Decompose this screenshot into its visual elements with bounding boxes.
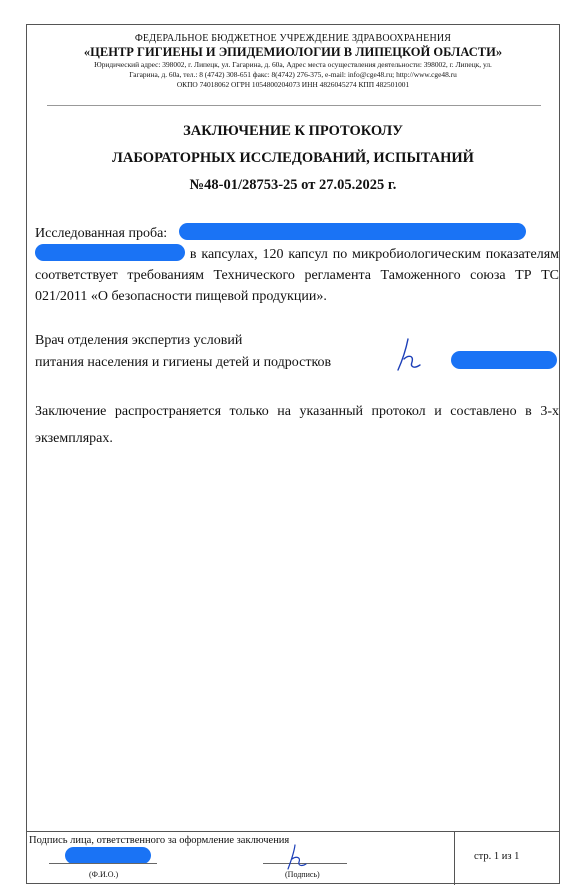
redacted-sample-name — [179, 223, 526, 240]
sample-paragraph — [35, 223, 559, 307]
doctor-signature — [392, 337, 424, 373]
footer-divider — [27, 831, 559, 832]
address-line-2: Гагарина, д. 60а, тел.: 8 (4742) 308-651 факс: 8(4742) 276-375, e-mail: info@cge48.ru; http://www.cge48.ru — [129, 70, 457, 79]
fio-caption: (Ф.И.О.) — [89, 870, 119, 879]
responsible-signature — [283, 843, 309, 871]
redacted-sample-name-continued — [35, 244, 185, 261]
sample-description: в капсулах, 120 капсул по микробиологическим показателям соответствует требованиям Технического регламента Таможенного союза ТР ТС 021/2011 «О безопасности пищевой продукции». — [35, 247, 559, 304]
document-title-line-2: ЛАБОРАТОРНЫХ ИССЛЕДОВАНИЙ, ИСПЫТАНИЙ — [112, 150, 474, 166]
address-line-3: ОКПО 74018062 ОГРН 1054800204073 ИНН 4826045274 КПП 482501001 — [176, 80, 410, 89]
document-header — [27, 33, 559, 90]
sample-label: Исследованная проба: — [35, 226, 168, 241]
responsible-label: Подпись лица, ответственного за оформление заключения — [29, 835, 290, 846]
scope-note: Заключение распространяется только на указанный протокол и составлено в 3-х экземплярах. — [35, 404, 559, 446]
signature-caption: (Подпись) — [285, 870, 320, 879]
redacted-responsible-name — [65, 847, 151, 864]
document-title-line-1: ЗАКЛЮЧЕНИЕ К ПРОТОКОЛУ — [183, 123, 403, 139]
fio-underline — [49, 863, 157, 864]
doctor-title-line-1: Врач отделения экспертиз условий — [35, 333, 243, 348]
org-name: «ЦЕНТР ГИГИЕНЫ И ЭПИДЕМИОЛОГИИ В ЛИПЕЦКОЙ ОБЛАСТИ» — [83, 45, 503, 59]
document-title-line-3: №48-01/28753-25 от 27.05.2025 г. — [189, 177, 397, 193]
org-type: ФЕДЕРАЛЬНОЕ БЮДЖЕТНОЕ УЧРЕЖДЕНИЕ ЗДРАВООХРАНЕНИЯ — [134, 33, 452, 44]
doctor-title-line-2: питания населения и гигиены детей и подростков — [35, 355, 332, 370]
redacted-doctor-name — [451, 351, 557, 369]
page-number: стр. 1 из 1 — [474, 851, 520, 862]
document-sheet — [26, 24, 560, 884]
footer-column-divider — [454, 831, 455, 885]
header-divider — [47, 105, 541, 106]
address-line-1: Юридический адрес: 398002, г. Липецк, ул. Гагарина, д. 60а, Адрес места осуществления деятельности: 398002, г. Липецк, ул. — [94, 60, 492, 69]
